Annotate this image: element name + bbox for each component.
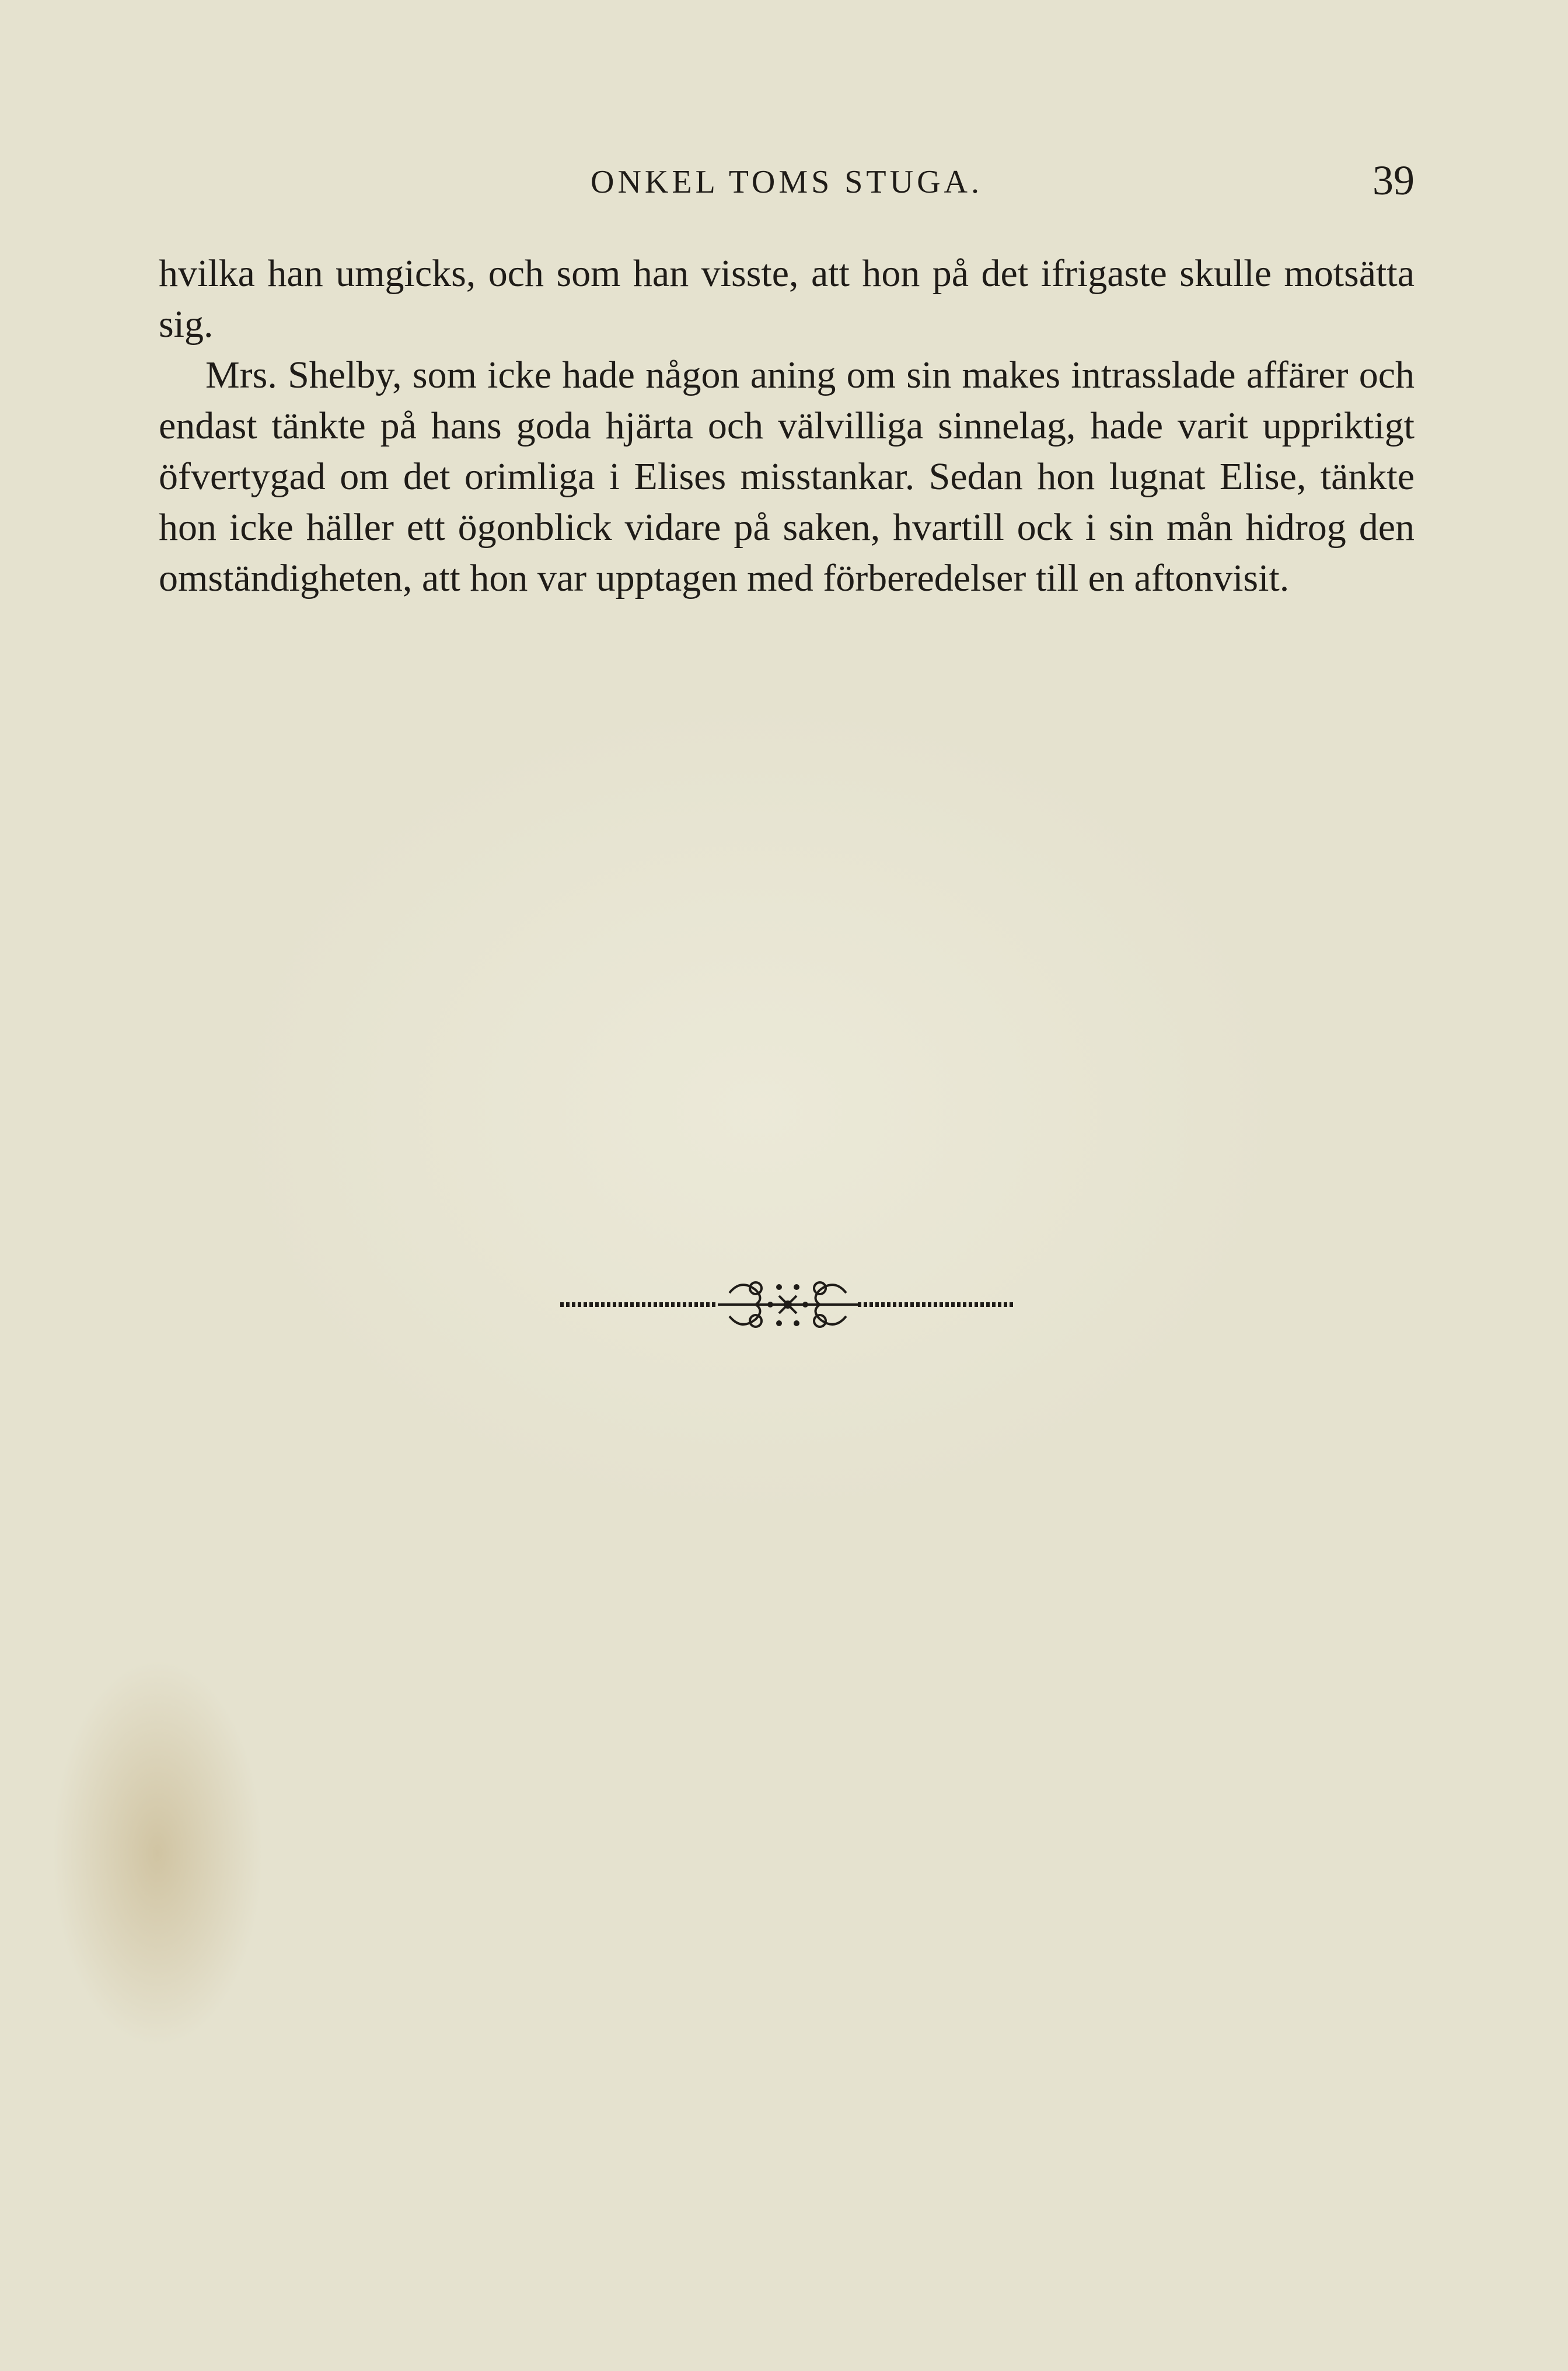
running-title: ONKEL TOMS STUGA. bbox=[591, 164, 983, 200]
running-head bbox=[159, 156, 1415, 209]
paragraph-continuation: hvilka han umgicks, och som han visste, att hon på det ifrigaste skulle motsätta sig. bbox=[159, 252, 1415, 346]
body-text bbox=[159, 248, 1415, 604]
paragraph-mrs-shelby: Mrs. Shelby, som icke hade någon aning om sin makes intrasslade affärer och endast tänkte på hans goda hjärta och välvilliga sinnelag, hade varit uppriktigt öfvertygad om det orimliga i Elises misstankar. Sedan hon lugnat Elise, tänkte hon icke häller ett ögonblick vidare på saken, hvartill ock i sin mån hidrog den omständigheten, att hon var upptagen med förberedelser till en aftonvisit. bbox=[159, 354, 1415, 599]
page-number: 39 bbox=[1373, 157, 1415, 204]
tailpiece-ornament-icon bbox=[554, 1270, 1021, 1340]
